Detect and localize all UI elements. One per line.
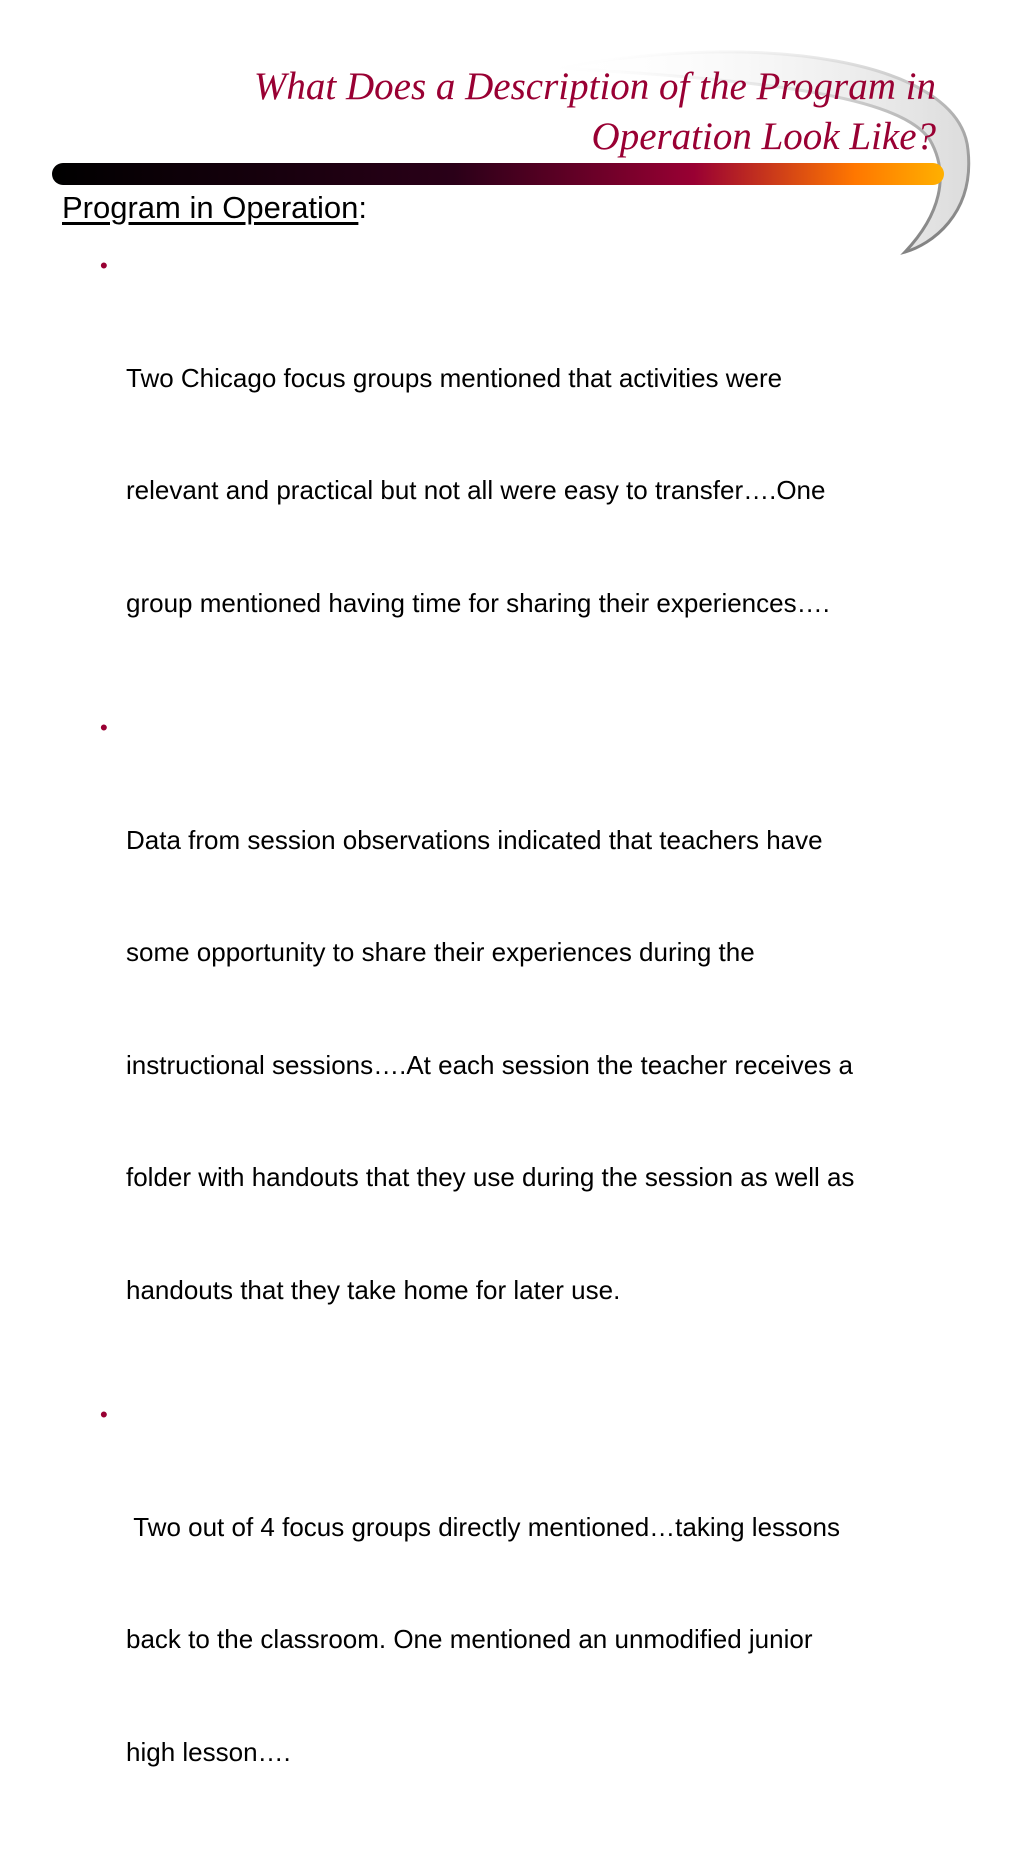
bullet-line: Two Chicago focus groups mentioned that activities were — [126, 362, 783, 393]
bullet-item — [100, 709, 1015, 1384]
bullet-line: Two out of 4 focus groups directly mentioned…taking lessons — [126, 1511, 840, 1542]
bullet-line: group mentioned having time for sharing their experiences…. — [126, 587, 830, 618]
bullet-line: Data from session observations indicated that teachers have — [126, 824, 823, 855]
bullet-dot-icon: • — [100, 1402, 108, 1427]
bullet-dot-icon: • — [100, 715, 108, 740]
bullet-line: handouts that they take home for later use. — [126, 1274, 621, 1305]
slide-title-line: What Does a Description of the Program in — [253, 65, 936, 108]
bullet-dot-icon: • — [100, 253, 108, 278]
bullet-line: high lesson…. — [126, 1736, 291, 1767]
bullet-line: instructional sessions….At each session the teacher receives a — [126, 1049, 853, 1080]
bullet-line: folder with handouts that they use during the session as well as — [126, 1162, 855, 1192]
bullet-item — [100, 1396, 1015, 1846]
bullet-list — [100, 247, 1015, 1858]
bullet-line: back to the classroom. One mentioned an unmodified junior — [126, 1624, 813, 1654]
bullet-item — [100, 247, 1015, 697]
slide-title — [100, 62, 936, 162]
bullet-line: relevant and practical but not all were easy to transfer….One — [126, 475, 826, 505]
bullet-line: some opportunity to share their experiences during the — [126, 937, 755, 967]
swoosh-band — [52, 163, 944, 185]
slide-title-line: Operation Look Like? — [591, 115, 936, 158]
section-heading — [62, 190, 367, 226]
section-heading-label: Program in Operation — [62, 190, 359, 225]
section-heading-colon: : — [358, 190, 367, 225]
